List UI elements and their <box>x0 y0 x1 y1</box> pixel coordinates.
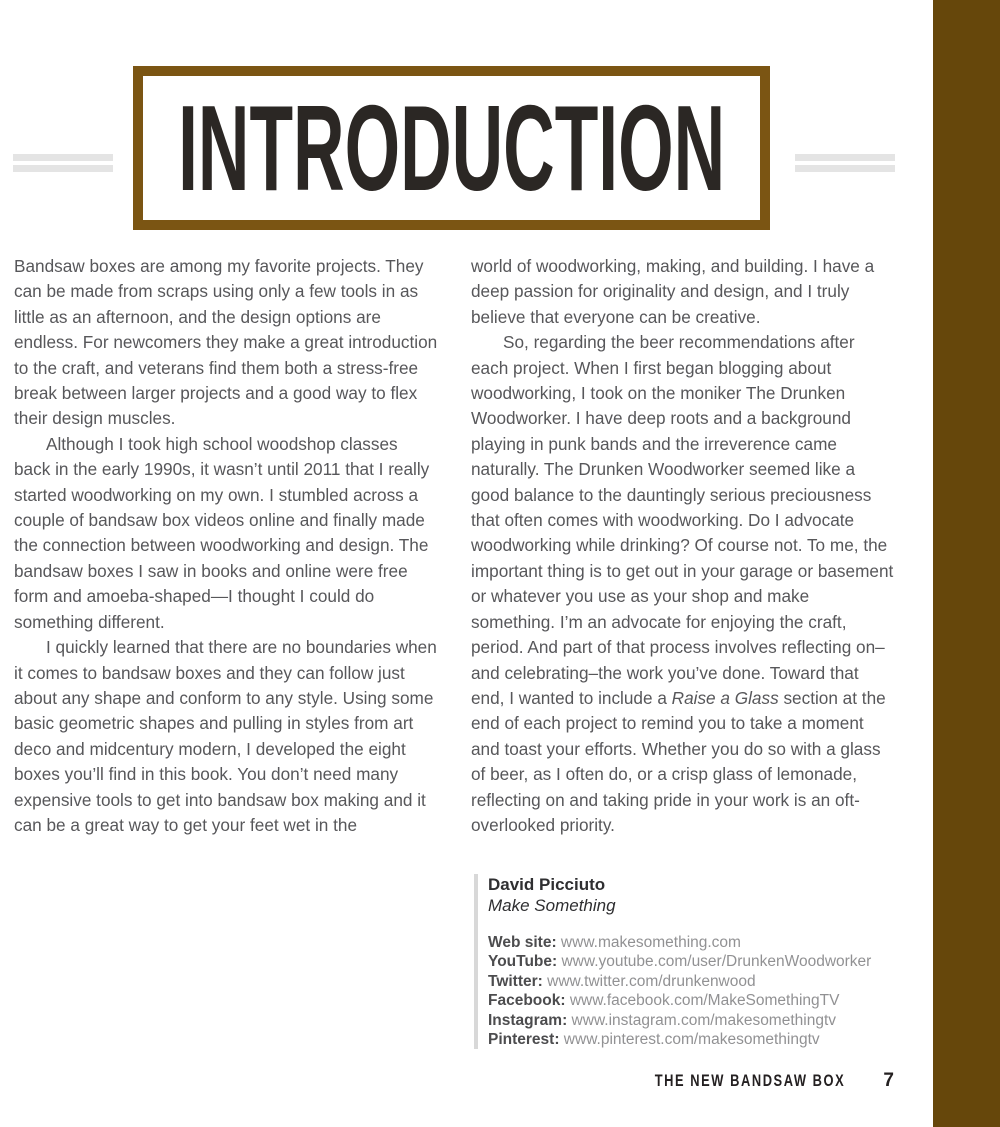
decorative-line <box>13 165 113 172</box>
body-text <box>14 254 898 838</box>
page-number: 7 <box>883 1070 894 1091</box>
author-links <box>488 933 871 1049</box>
link-url: www.makesomething.com <box>556 934 741 951</box>
text-segment: section at the end of each project to remind you to take a moment and toast your efforts. Whether you do so with a glass of beer, as I often do, or a crisp glass of lemonade, reflecting on and taking pride in your work is an oft-overlooked priority. <box>471 687 886 835</box>
author-brand: Make Something <box>488 896 616 915</box>
link-label: Pinterest: <box>488 1031 560 1049</box>
page-footer <box>601 1070 894 1092</box>
decorative-line <box>795 154 895 161</box>
link-label: YouTube: <box>488 953 558 971</box>
text-segment: world of woodworking, making, and building. I have a deep passion for originality and design, and I truly believe that everyone can be creative. <box>471 256 875 327</box>
link-label: Twitter: <box>488 972 543 990</box>
link-url: www.twitter.com/drunkenwood <box>542 972 756 990</box>
author-link-line <box>488 952 871 971</box>
text-segment: Bandsaw boxes are among my favorite projects. They can be made from scraps using only a few tools in as little as an afternoon, and the design options are endless. For newcomers they make a great introduction to the craft, and veterans find them both a stress-free break between larger projects and a good way to flex their design muscles. <box>14 256 438 429</box>
text-column-left <box>14 254 438 838</box>
running-book-title: THE NEW BANDSAW BOX <box>654 1072 846 1090</box>
paragraph <box>14 635 438 838</box>
author-block <box>474 874 871 1049</box>
chapter-title-box <box>133 66 770 230</box>
decorative-lines-left <box>13 154 113 172</box>
paragraph <box>471 254 895 330</box>
link-url: www.facebook.com/MakeSomethingTV <box>565 992 840 1010</box>
link-url: www.pinterest.com/makesomethingtv <box>559 1031 820 1049</box>
paragraph <box>14 254 438 432</box>
author-link-line <box>488 1030 871 1049</box>
paragraph <box>471 330 895 838</box>
text-segment: So, regarding the beer recommendations after each project. When I first began blogging about woodworking, I took on the moniker The Drunken Woodworker. I have deep roots and a background playing in punk bands and the irreverence came naturally. The Drunken Woodworker seemed like a good balance to the dauntingly serious preciousness that often comes with woodworking. Do I advocate woodworking while drinking? Of course not. To me, the important thing is to get out in your garage or basement or whatever you use as your shop and make something. I’m an advocate for enjoying the craft, period. And part of that process involves reflecting on–and celebrating–the work you’ve done. Toward that end, I wanted to include a <box>471 332 894 708</box>
page-title: INTRODUCTION <box>177 80 726 216</box>
paragraph <box>14 432 438 635</box>
author-link-line <box>488 972 871 991</box>
page-edge-brown-bar <box>933 0 1000 1127</box>
link-label: Instagram: <box>488 1011 568 1029</box>
link-label: Facebook: <box>488 992 566 1010</box>
text-column-right <box>471 254 895 838</box>
link-label: Web site: <box>488 934 557 951</box>
author-link-line <box>488 1011 871 1030</box>
italic-text: Raise a Glass <box>671 687 779 708</box>
link-url: www.instagram.com/makesomethingtv <box>567 1011 837 1029</box>
author-name: David Picciuto <box>488 875 606 894</box>
decorative-lines-right <box>795 154 895 172</box>
text-segment: I quickly learned that there are no boundaries when it comes to bandsaw boxes and they can follow just about any shape and conform to any style. Using some basic geometric shapes and pulling in styles from art deco and midcentury modern, I developed the eight boxes you’ll find in this book. You don’t need many expensive tools to get into bandsaw box making and it can be a great way to get your feet wet in the <box>14 637 437 835</box>
author-link-line <box>488 991 871 1010</box>
decorative-line <box>13 154 113 161</box>
text-segment: Although I took high school woodshop classes back in the early 1990s, it wasn’t until 2011 that I really started woodworking on my own. I stumbled across a couple of bandsaw box videos online and finally made the connection between woodworking and design. The bandsaw boxes I saw in books and online were free form and amoeba-shaped—I thought I could do something different. <box>14 433 430 632</box>
author-link-line <box>488 933 871 952</box>
link-url: www.youtube.com/user/DrunkenWoodworker <box>557 953 872 971</box>
decorative-line <box>795 165 895 172</box>
